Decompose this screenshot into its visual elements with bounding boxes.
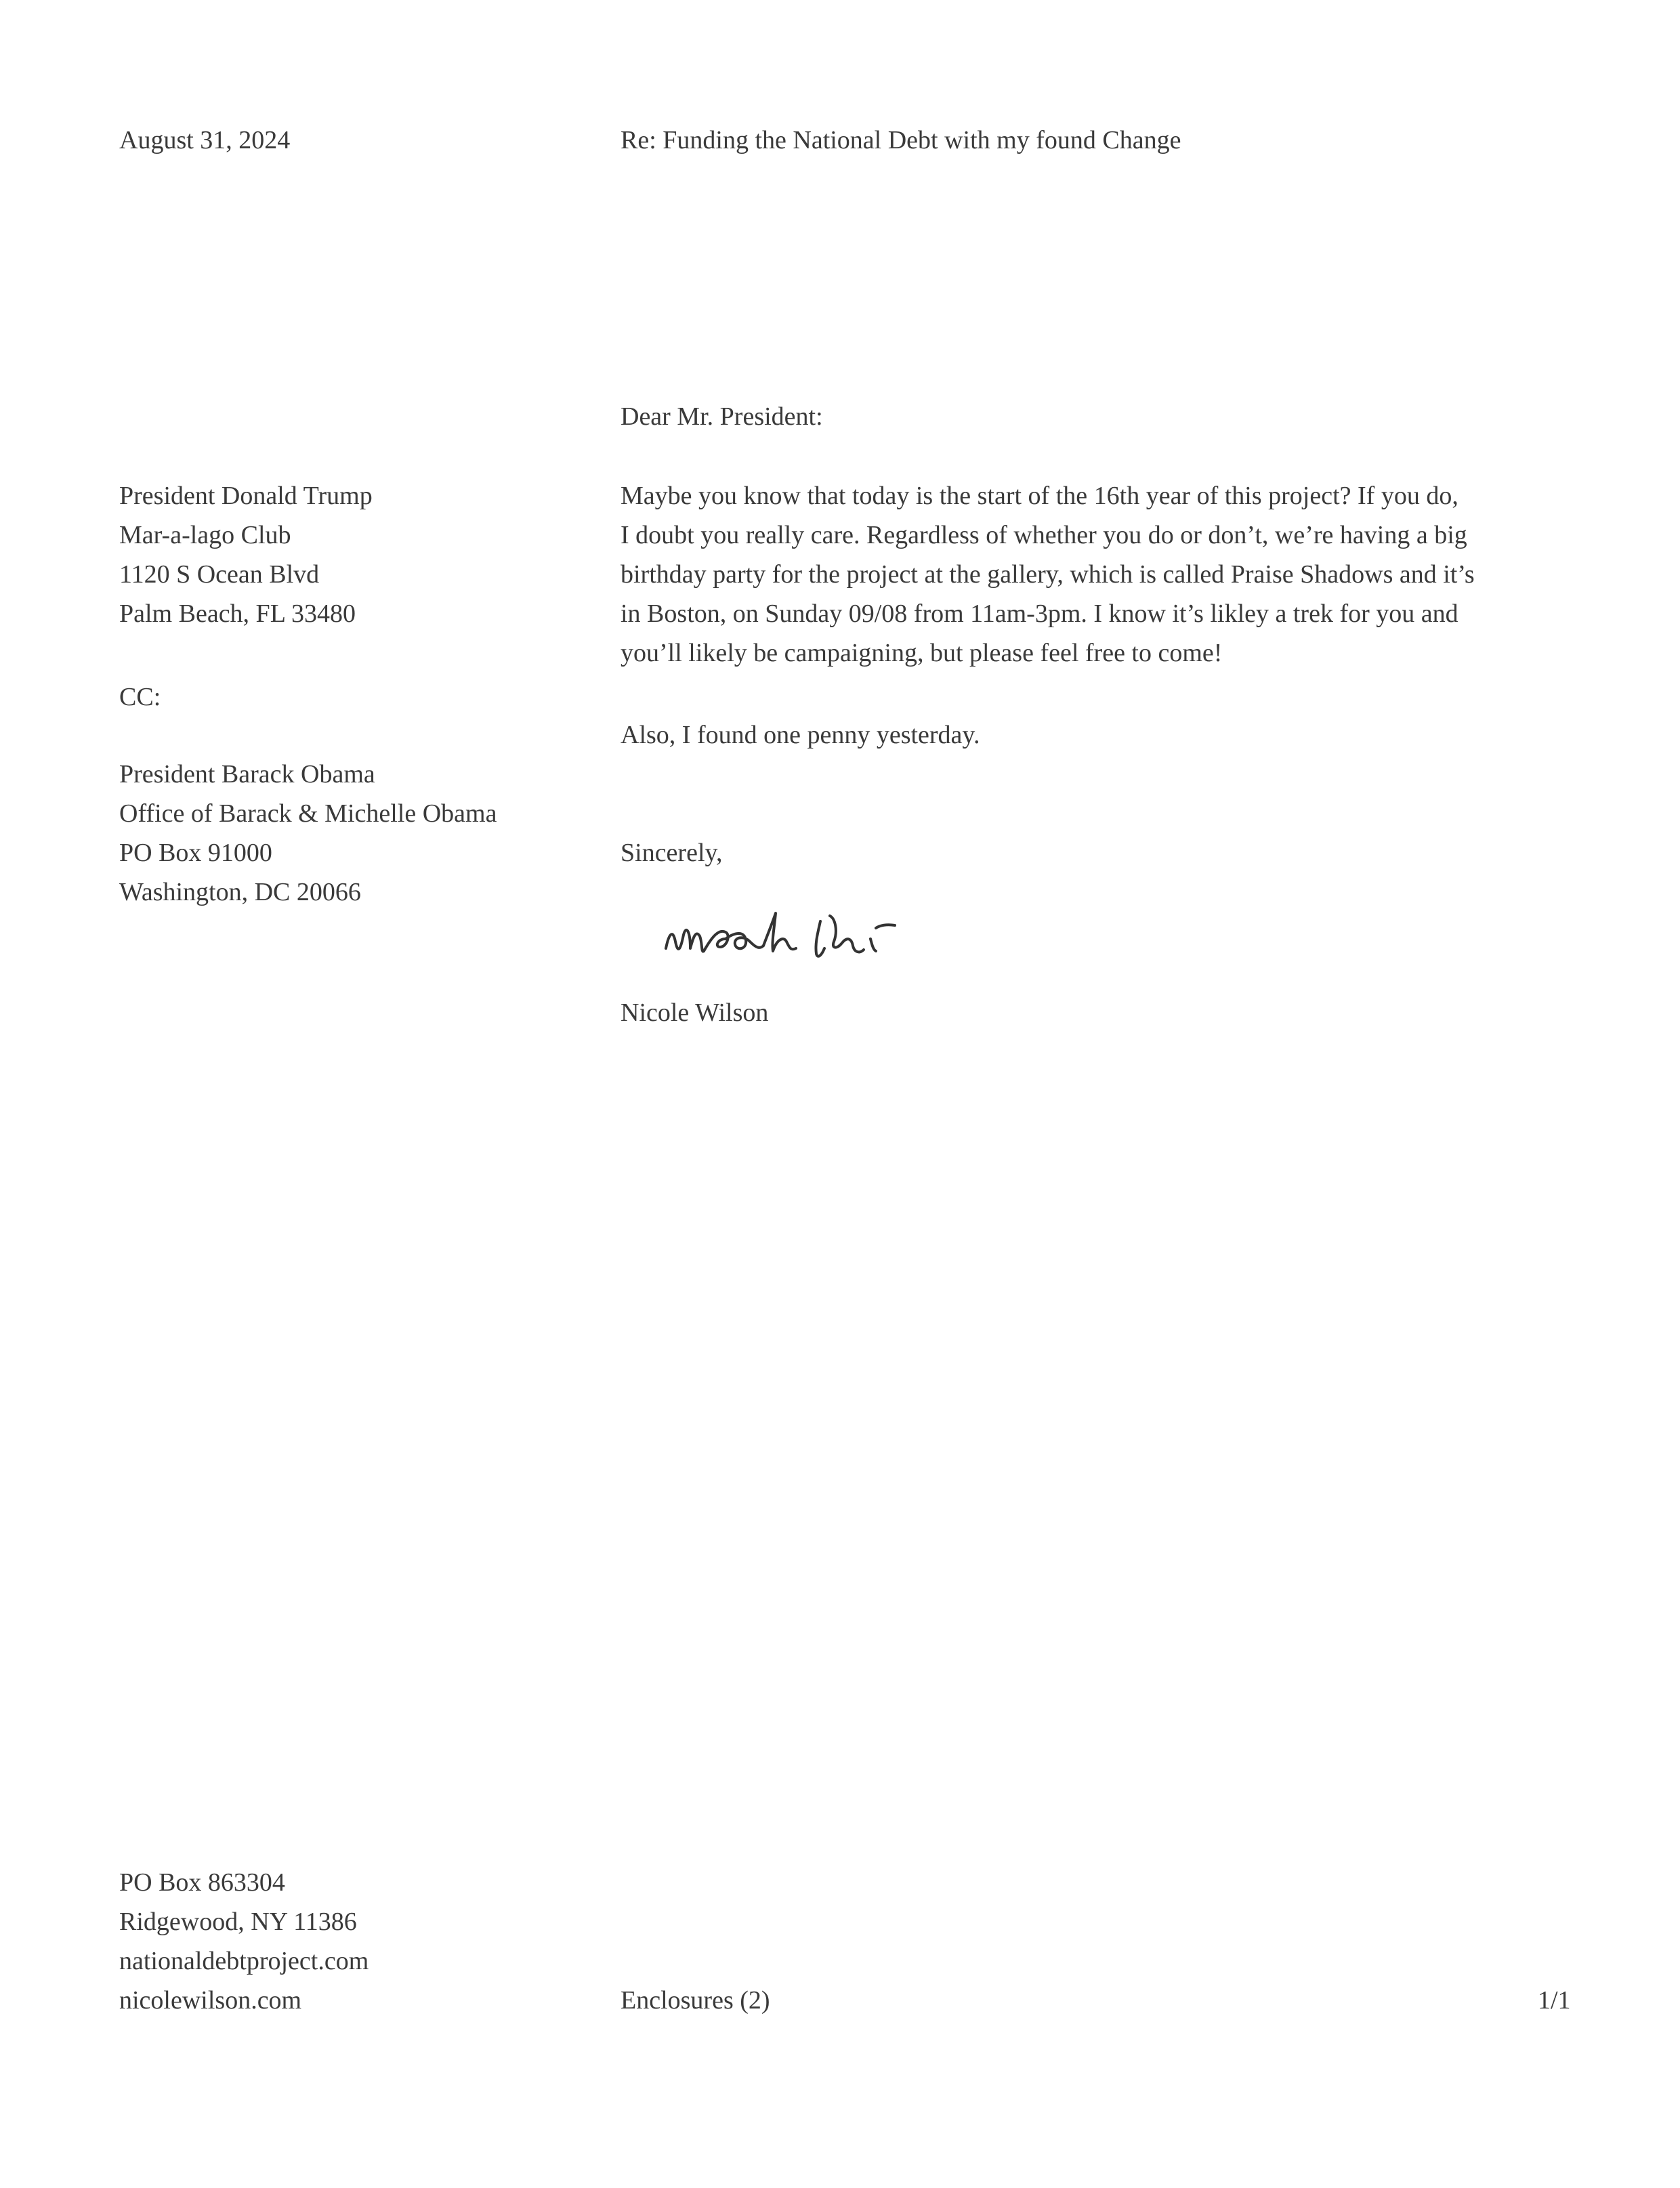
enclosures-note: Enclosures (2)	[621, 1986, 770, 2015]
body-paragraph-1	[621, 476, 1475, 673]
body-line: birthday party for the project at the gallery, which is called Praise Shadows and it’s	[621, 560, 1475, 589]
letter-subject: Re: Funding the National Debt with my found Change	[621, 126, 1181, 154]
signer-name: Nicole Wilson	[621, 998, 769, 1027]
recipient-line: 1120 S Ocean Blvd	[119, 560, 320, 589]
cc-line: Office of Barack & Michelle Obama	[119, 799, 497, 828]
page-number: 1/1	[1538, 1986, 1571, 2015]
recipient-line: Mar-a-lago Club	[119, 521, 291, 549]
closing: Sincerely,	[621, 839, 723, 867]
cc-line: Washington, DC 20066	[119, 878, 361, 906]
cc-line: PO Box 91000	[119, 839, 272, 867]
cc-line: President Barack Obama	[119, 760, 375, 788]
sender-line: nationaldebtproject.com	[119, 1947, 369, 1975]
body-paragraph-2: Also, I found one penny yesterday.	[621, 721, 980, 749]
sender-line: Ridgewood, NY 11386	[119, 1908, 357, 1936]
body-line: in Boston, on Sunday 09/08 from 11am-3pm. I know it’s likley a trek for you and	[621, 599, 1458, 628]
sender-line: nicolewilson.com	[119, 1986, 302, 2015]
sender-line: PO Box 863304	[119, 1868, 285, 1897]
handwritten-signature	[660, 901, 1013, 975]
sender-address	[119, 1863, 369, 2020]
letter-date: August 31, 2024	[119, 126, 291, 154]
body-line: Maybe you know that today is the start of the 16th year of this project? If you do,	[621, 482, 1458, 510]
recipient-line: Palm Beach, FL 33480	[119, 599, 356, 628]
body-line: you’ll likely be campaigning, but please feel free to come!	[621, 639, 1223, 667]
cc-label: CC:	[119, 683, 161, 711]
salutation: Dear Mr. President:	[621, 402, 823, 431]
recipient-line: President Donald Trump	[119, 482, 373, 510]
cc-address	[119, 755, 497, 912]
recipient-address	[119, 476, 373, 633]
body-line: I doubt you really care. Regardless of whether you do or don’t, we’re having a big	[621, 521, 1467, 549]
